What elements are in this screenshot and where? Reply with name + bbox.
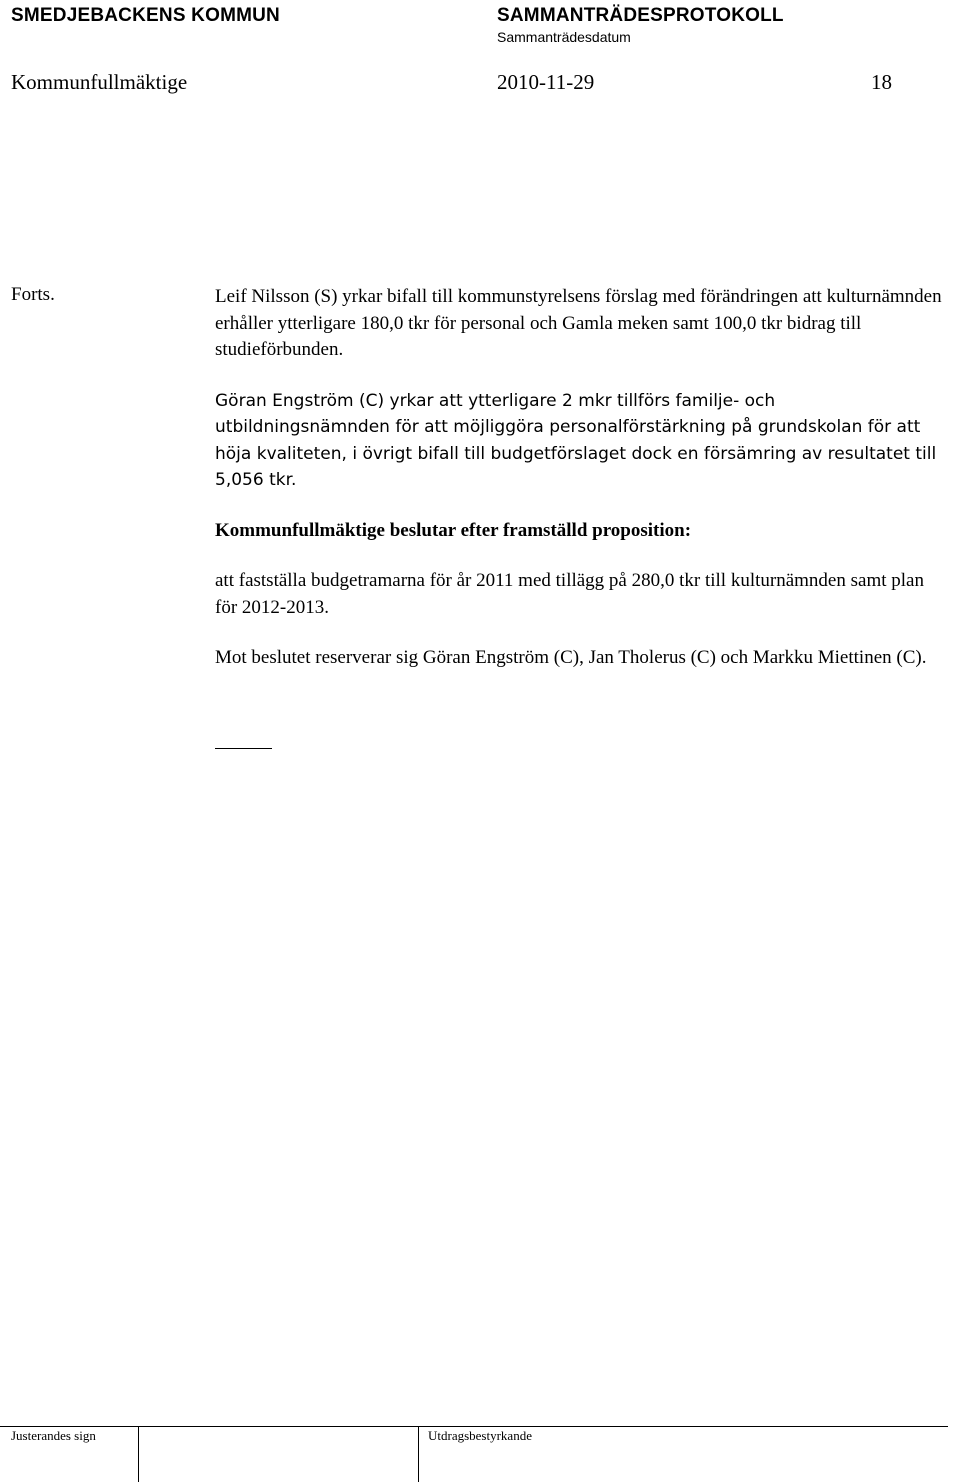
organization-name: SMEDJEBACKENS KOMMUN <box>11 5 280 26</box>
assembly-name: Kommunfullmäktige <box>11 70 188 94</box>
meeting-date: 2010-11-29 <box>497 70 595 94</box>
minutes-content <box>215 284 950 696</box>
page-number: 18 <box>871 70 892 94</box>
motion-paragraph-engstrom: Göran Engström (C) yrkar att ytterligare 2 mkr tillförs familje- och utbildningsnämnden för att möjliggöra personalförstärkning på grundskolan för att höja kvaliteten, i övrigt bifall till budgetförslaget dock en försämring av resultatet till 5,056 tkr. <box>215 390 937 490</box>
continuation-marker: Forts. <box>11 284 55 305</box>
reservation-paragraph: Mot beslutet reserverar sig Göran Engström (C), Jan Tholerus (C) och Markku Miettinen (C). <box>215 647 927 668</box>
adjuster-signature-label: Justerandes sign <box>11 1428 96 1443</box>
footer-divider <box>418 1426 419 1482</box>
document-type: SAMMANTRÄDESPROTOKOLL <box>497 5 784 26</box>
meeting-date-label: Sammanträdesdatum <box>497 29 631 45</box>
footer-divider <box>138 1426 139 1482</box>
decision-paragraph: att fastställa budgetramarna för år 2011 med tillägg på 280,0 tkr till kulturnämnden samt plan för 2012-2013. <box>215 570 924 618</box>
decision-heading: Kommunfullmäktige beslutar efter framställd proposition: <box>215 519 692 541</box>
section-end-rule <box>215 748 272 749</box>
extract-certification-label: Utdragsbestyrkande <box>428 1428 532 1443</box>
motion-paragraph-nilsson: Leif Nilsson (S) yrkar bifall till kommunstyrelsens förslag med förändringen att kulturnämnden erhåller ytterligare 180,0 tkr för personal och Gamla meken samt 100,0 tkr bidrag till studieförbunden. <box>215 286 942 360</box>
footer-rule <box>0 1426 948 1427</box>
